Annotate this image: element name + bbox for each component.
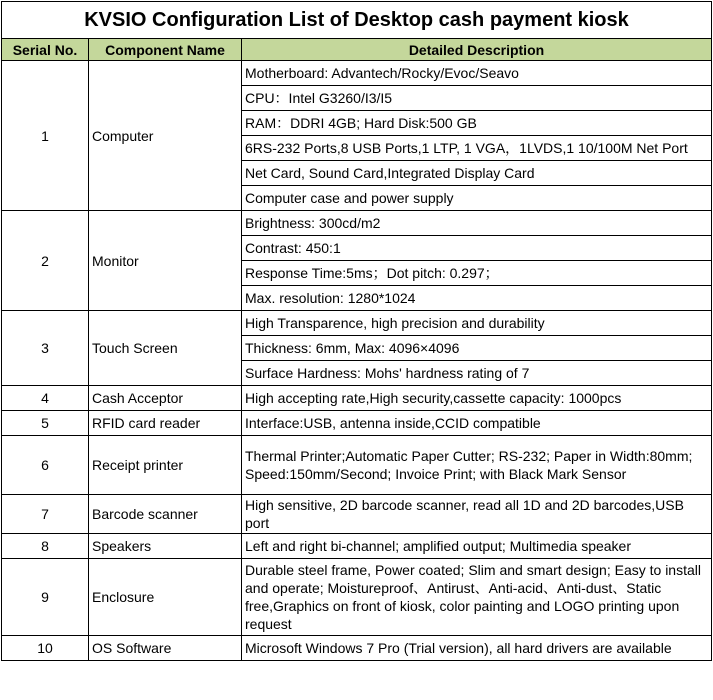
detail-description-cell: RAM：DDRI 4GB; Hard Disk:500 GB	[242, 111, 712, 136]
detail-description-cell: Surface Hardness: Mohs' hardness rating of 7	[242, 361, 712, 386]
table-row	[2, 386, 712, 411]
detail-description-cell: Brightness: 300cd/m2	[242, 211, 712, 236]
serial-number-cell: 6	[2, 436, 89, 495]
table-body	[2, 2, 712, 661]
detail-description-cell: High sensitive, 2D barcode scanner, read all 1D and 2D barcodes,USB port	[242, 495, 712, 534]
detail-description-cell: 6RS-232 Ports,8 USB Ports,1 LTP, 1 VGA，1LVDS,1 10/100M Net Port	[242, 136, 712, 161]
detail-description-cell: Microsoft Windows 7 Pro (Trial version), all hard drivers are available	[242, 636, 712, 661]
title-row	[2, 2, 712, 39]
table-row	[2, 61, 712, 86]
table-row	[2, 495, 712, 534]
detail-description-cell: Interface:USB, antenna inside,CCID compatible	[242, 411, 712, 436]
component-name-cell: RFID card reader	[89, 411, 242, 436]
table-title: KVSIO Configuration List of Desktop cash payment kiosk	[2, 2, 712, 39]
detail-description-cell: Thickness: 6mm, Max: 4096×4096	[242, 336, 712, 361]
detail-description-cell: Left and right bi-channel; amplified output; Multimedia speaker	[242, 534, 712, 559]
configuration-table	[1, 1, 712, 661]
detail-description-cell: Thermal Printer;Automatic Paper Cutter; RS-232; Paper in Width:80mm; Speed:150mm/Second; Invoice Print; with Black Mark Sensor	[242, 436, 712, 495]
header-detailed-description: Detailed Description	[242, 39, 712, 61]
component-name-cell: Speakers	[89, 534, 242, 559]
component-name-cell: Barcode scanner	[89, 495, 242, 534]
serial-number-cell: 3	[2, 311, 89, 386]
serial-number-cell: 2	[2, 211, 89, 311]
table-row	[2, 559, 712, 636]
configuration-sheet	[1, 1, 711, 661]
component-name-cell: Computer	[89, 61, 242, 211]
header-row	[2, 39, 712, 61]
serial-number-cell: 9	[2, 559, 89, 636]
table-row	[2, 311, 712, 336]
detail-description-cell: High accepting rate,High security,cassette capacity: 1000pcs	[242, 386, 712, 411]
table-row	[2, 436, 712, 495]
component-name-cell: Enclosure	[89, 559, 242, 636]
serial-number-cell: 8	[2, 534, 89, 559]
serial-number-cell: 1	[2, 61, 89, 211]
detail-description-cell: Motherboard: Advantech/Rocky/Evoc/Seavo	[242, 61, 712, 86]
component-name-cell: OS Software	[89, 636, 242, 661]
table-row	[2, 534, 712, 559]
serial-number-cell: 7	[2, 495, 89, 534]
detail-description-cell: Durable steel frame, Power coated; Slim and smart design; Easy to install and operate; Moistureproof、Antirust、Anti-acid、Anti-dust、Static free,Graphics on front of kiosk, color painting and LOGO printing upon request	[242, 559, 712, 636]
component-name-cell: Receipt printer	[89, 436, 242, 495]
table-row	[2, 211, 712, 236]
serial-number-cell: 4	[2, 386, 89, 411]
component-name-cell: Touch Screen	[89, 311, 242, 386]
table-row	[2, 411, 712, 436]
table-row	[2, 636, 712, 661]
component-name-cell: Cash Acceptor	[89, 386, 242, 411]
detail-description-cell: Max. resolution: 1280*1024	[242, 286, 712, 311]
detail-description-cell: Computer case and power supply	[242, 186, 712, 211]
component-name-cell: Monitor	[89, 211, 242, 311]
detail-description-cell: Net Card, Sound Card,Integrated Display Card	[242, 161, 712, 186]
serial-number-cell: 5	[2, 411, 89, 436]
detail-description-cell: Response Time:5ms；Dot pitch: 0.297；	[242, 261, 712, 286]
detail-description-cell: CPU：Intel G3260/I3/I5	[242, 86, 712, 111]
serial-number-cell: 10	[2, 636, 89, 661]
header-serial-no: Serial No.	[2, 39, 89, 61]
detail-description-cell: High Transparence, high precision and durability	[242, 311, 712, 336]
header-component-name: Component Name	[89, 39, 242, 61]
detail-description-cell: Contrast: 450:1	[242, 236, 712, 261]
